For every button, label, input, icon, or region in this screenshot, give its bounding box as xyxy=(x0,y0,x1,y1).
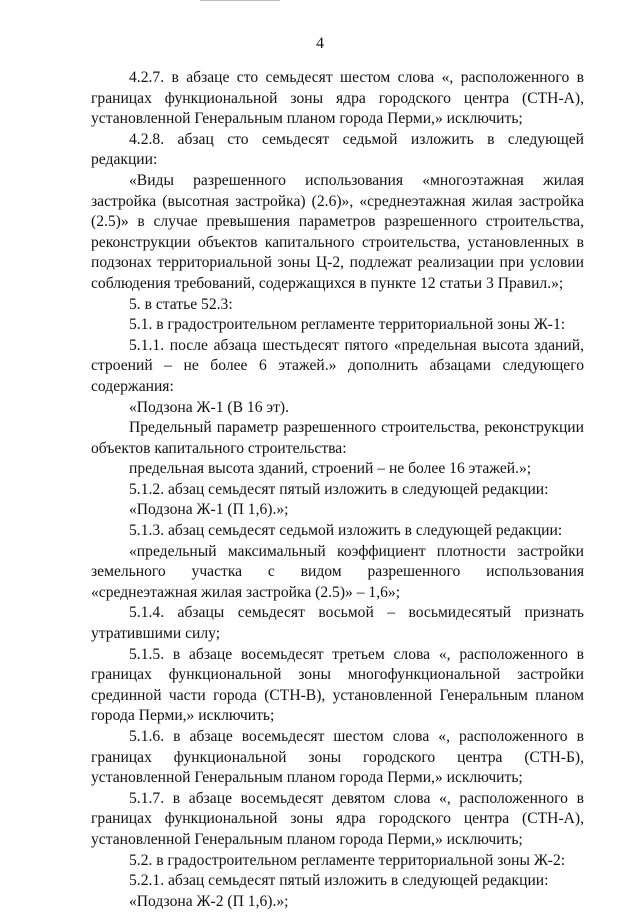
paragraph-subzone-v16: «Подзона Ж-1 (В 16 эт). xyxy=(129,398,290,416)
paragraph-5-1-7: 5.1.7. в абзаце восемьдесят девятом слова «, расположенного в границах функциональной зоны ядра городского центра (СТН-А), установленной Генеральным планом города Перми,» исключить; xyxy=(91,789,584,848)
scan-edge-line xyxy=(200,0,280,1)
paragraph-subzone-zh2-p16: «Подзона Ж-2 (П 1,6).»; xyxy=(129,892,289,910)
paragraph-5-1-6: 5.1.6. в абзаце восемьдесят шестом слова «, расположенного в границах функциональной зоны городского центра (СТН-Б), установленной Генеральным планом города Перми,» исключить; xyxy=(91,728,584,787)
paragraph-4-2-7: 4.2.7. в абзаце сто семьдесят шестом слова «, расположенного в границах функциональной зоны ядра городского центра (СТН-А), установленной Генеральным планом города Перми,» исключить; xyxy=(91,69,584,128)
paragraph-quote-uses: «Виды разрешенного использования «многоэтажная жилая застройка (высотная застройка) (2.6)», «среднеэтажная жилая застройка (2.5)» в случае превышения параметров разрешенного строительства, реконструкции объектов капитального строительства, установленных в подзонах территориальной зоны Ц-2, подлежат реализации при условии соблюдения требований, содержащихся в пункте 12 статьи 3 Правил.»; xyxy=(91,171,584,292)
paragraph-5-1-3: 5.1.3. абзац семьдесят седьмой изложить в следующей редакции: xyxy=(129,522,563,540)
paragraph-density-coefficient: «предельный максимальный коэффициент плотности застройки земельного участка с видом разрешенного использования «среднеэтажная жилая застройка (2.5)» – 1,6»; xyxy=(91,542,584,601)
paragraph-5-1: 5.1. в градостроительном регламенте территориальной зоны Ж-1: xyxy=(129,316,566,334)
paragraph-5: 5. в статье 52.3: xyxy=(129,295,233,313)
paragraph-subzone-p16: «Подзона Ж-1 (П 1,6).»; xyxy=(129,501,289,519)
paragraph-5-1-2: 5.1.2. абзац семьдесят пятый изложить в следующей редакции: xyxy=(129,480,549,498)
paragraph-4-2-8: 4.2.8. абзац сто семьдесят седьмой изложить в следующей редакции: xyxy=(91,130,584,169)
paragraph-max-height: предельная высота зданий, строений – не более 16 этажей.»; xyxy=(129,460,532,478)
paragraph-5-2: 5.2. в градостроительном регламенте территориальной зоны Ж-2: xyxy=(129,851,566,869)
document-body xyxy=(91,68,584,912)
paragraph-5-2-1: 5.2.1. абзац семьдесят пятый изложить в следующей редакции: xyxy=(129,872,549,890)
page-number: 4 xyxy=(316,35,324,52)
paragraph-5-1-4: 5.1.4. абзацы семьдесят восьмой – восьмидесятый признать утратившими силу; xyxy=(91,604,584,643)
paragraph-5-1-1: 5.1.1. после абзаца шестьдесят пятого «предельная высота зданий, строений – не более 6 этажей.» дополнить абзацами следующего содержания: xyxy=(91,336,584,395)
paragraph-limit-parameter: Предельный параметр разрешенного строительства, реконструкции объектов капитального строительства: xyxy=(91,419,584,457)
paragraph-5-1-5: 5.1.5. в абзаце восемьдесят третьем слова «, расположенного в границах функциональной зоны многофункциональной застройки срединной части города (СТН-В), установленной Генеральным планом города Перми,» исключить; xyxy=(91,645,584,725)
